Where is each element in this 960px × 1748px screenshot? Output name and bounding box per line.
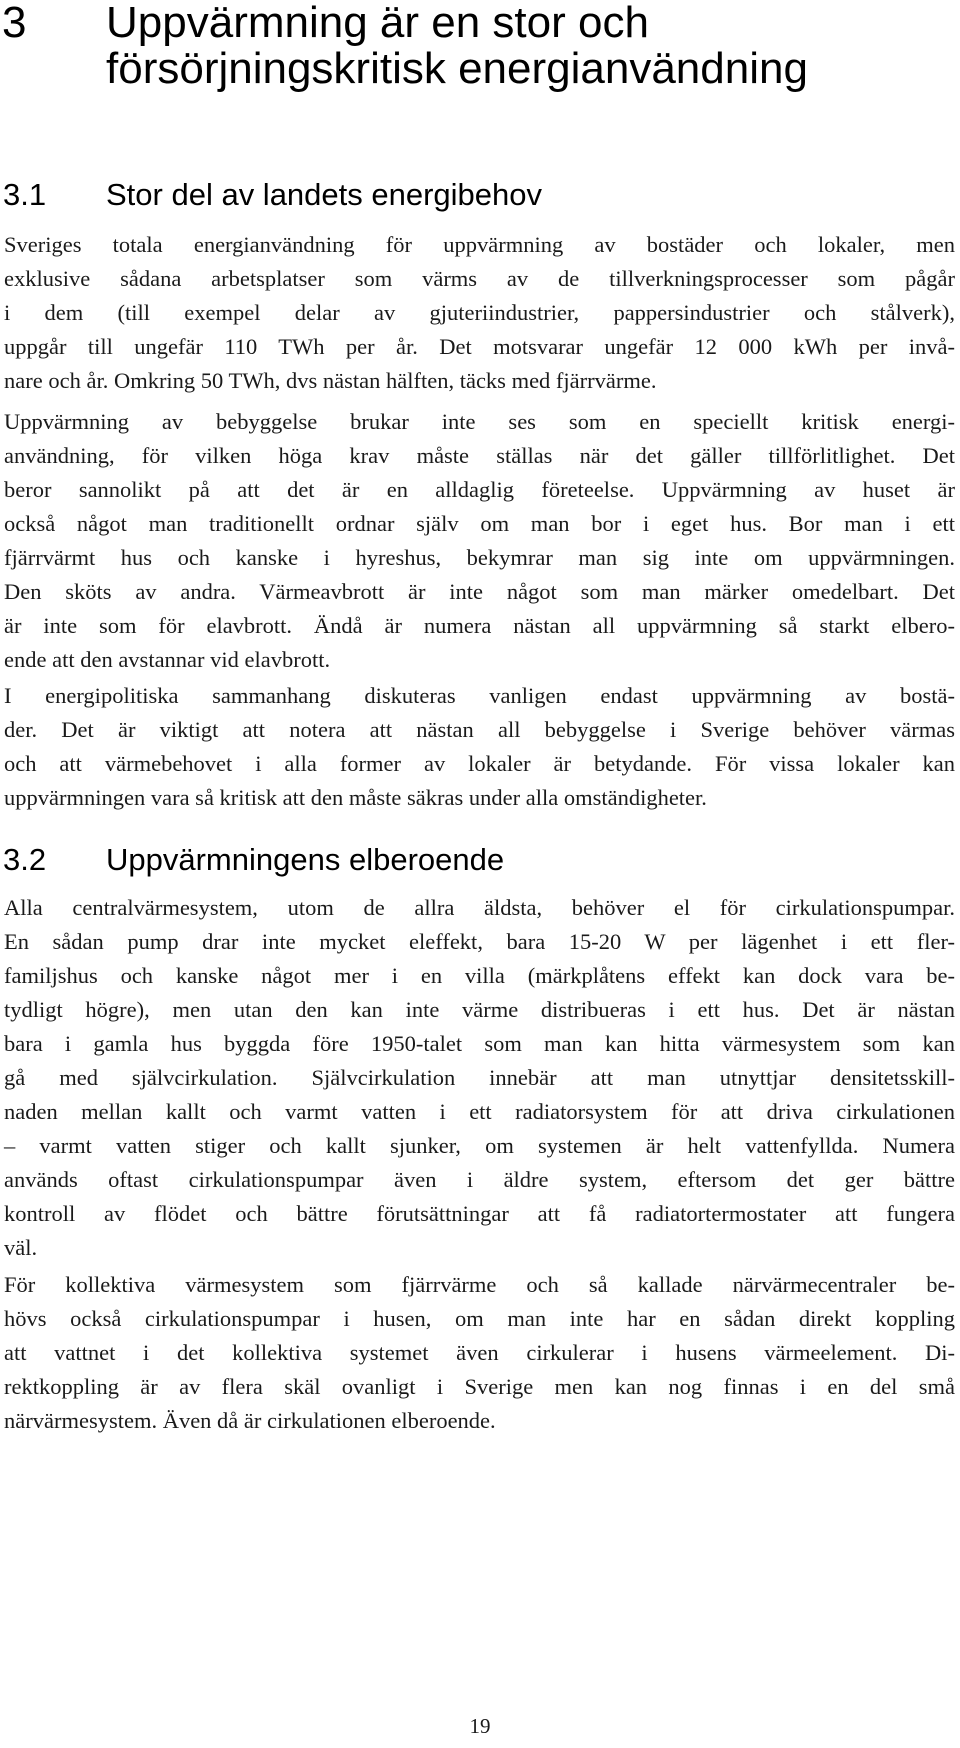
text-line: väl.	[4, 1235, 38, 1260]
text-line: används oftast cirkulationspumpar även i äldre system, eftersom det ger bättre	[4, 1167, 955, 1192]
section-title: Uppvärmningens elberoende	[106, 842, 505, 877]
text-line: användning, för vilken höga krav måste ställas när det gäller tillförlitlighet. Det	[4, 443, 955, 468]
text-line: Uppvärmning av bebyggelse brukar inte ses som en speciellt kritisk energi-	[4, 409, 955, 434]
body-paragraph	[4, 1268, 955, 1438]
text-line: I energipolitiska sammanhang diskuteras vanligen endast uppvärmning av bostä-	[4, 683, 955, 708]
chapter-number: 3	[2, 0, 27, 47]
text-line: ende att den avstannar vid elavbrott.	[4, 647, 331, 672]
body-paragraph	[4, 228, 955, 398]
text-line: Alla centralvärmesystem, utom de allra äldsta, behöver el för cirkulationspumpar.	[4, 895, 955, 920]
text-line: beror sannolikt på att det är en alldaglig företeelse. Uppvärmning av huset är	[4, 477, 955, 502]
text-line: bara i gamla hus byggda före 1950-talet som man kan hitta värmesystem som kan	[4, 1031, 955, 1056]
text-line: der. Det är viktigt att notera att nästan all bebyggelse i Sverige behöver värmas	[4, 717, 955, 742]
text-line: i dem (till exempel delar av gjuteriindustrier, pappersindustrier och stålverk),	[4, 300, 955, 325]
body-paragraph	[4, 679, 955, 815]
text-line: tydligt högre), men utan den kan inte värme distribueras i ett hus. Det är nästan	[4, 997, 955, 1022]
text-line: – varmt vatten stiger och kallt sjunker, om systemen är helt vattenfyllda. Numera	[4, 1133, 955, 1158]
text-line: gå med självcirkulation. Självcirkulation innebär att man utnyttjar densitetsskill-	[4, 1065, 955, 1090]
body-paragraph	[4, 891, 955, 1265]
text-line: För kollektiva värmesystem som fjärrvärme och så kallade närvärmecentraler be-	[4, 1272, 955, 1297]
text-line: En sådan pump drar inte mycket eleffekt, bara 15-20 W per lägenhet i ett fler-	[4, 929, 955, 954]
section-number: 3.1	[3, 177, 47, 212]
text-line: uppvärmningen vara så kritisk att den måste säkras under alla omständigheter.	[4, 785, 707, 810]
text-line: Den sköts av andra. Värmeavbrott är inte något som man märker omedelbart. Det	[4, 579, 955, 604]
text-line: familjshus och kanske något mer i en villa (märkplåtens effekt kan dock vara be-	[4, 963, 955, 988]
section-number: 3.2	[3, 842, 47, 877]
text-line: uppgår till ungefär 110 TWh per år. Det motsvarar ungefär 12 000 kWh per invå-	[4, 334, 955, 359]
text-line: naden mellan kallt och varmt vatten i ett radiatorsystem för att driva cirkulationen	[4, 1099, 955, 1124]
text-line: kontroll av flödet och bättre förutsättningar att få radiatortermostater att fungera	[4, 1201, 955, 1226]
text-line: Sveriges totala energianvändning för uppvärmning av bostäder och lokaler, men	[4, 232, 955, 257]
body-paragraph	[4, 405, 955, 677]
chapter-title	[106, 0, 960, 92]
text-line: fjärrvärmt hus och kanske i hyreshus, bekymrar man sig inte om uppvärmningen.	[4, 545, 955, 570]
text-line: att vattnet i det kollektiva systemet även cirkulerar i husens värmeelement. Di-	[4, 1340, 955, 1365]
page-number: 19	[469, 1714, 491, 1738]
text-line: hövs också cirkulationspumpar i husen, om man inte har en sådan direkt koppling	[4, 1306, 955, 1331]
text-line: är inte som för elavbrott. Ändå är numera nästan all uppvärmning så starkt elbero-	[4, 613, 955, 638]
text-line: och att värmebehovet i alla former av lokaler är betydande. För vissa lokaler kan	[4, 751, 955, 776]
text-line: närvärmesystem. Även då är cirkulationen elberoende.	[4, 1408, 496, 1433]
section-title: Stor del av landets energibehov	[106, 177, 543, 212]
text-line: exklusive sådana arbetsplatser som värms av de tillverkningsprocesser som pågår	[4, 266, 955, 291]
chapter-title-line: försörjningskritisk energianvändning	[106, 44, 808, 93]
text-line: nare och år. Omkring 50 TWh, dvs nästan hälften, täcks med fjärrvärme.	[4, 368, 657, 393]
text-line: rektkoppling är av flera skäl ovanligt i Sverige men kan nog finnas i en del små	[4, 1374, 955, 1399]
text-line: också något man traditionellt ordnar själv om man bor i eget hus. Bor man i ett	[4, 511, 955, 536]
chapter-title-line: Uppvärmning är en stor och	[106, 0, 649, 47]
